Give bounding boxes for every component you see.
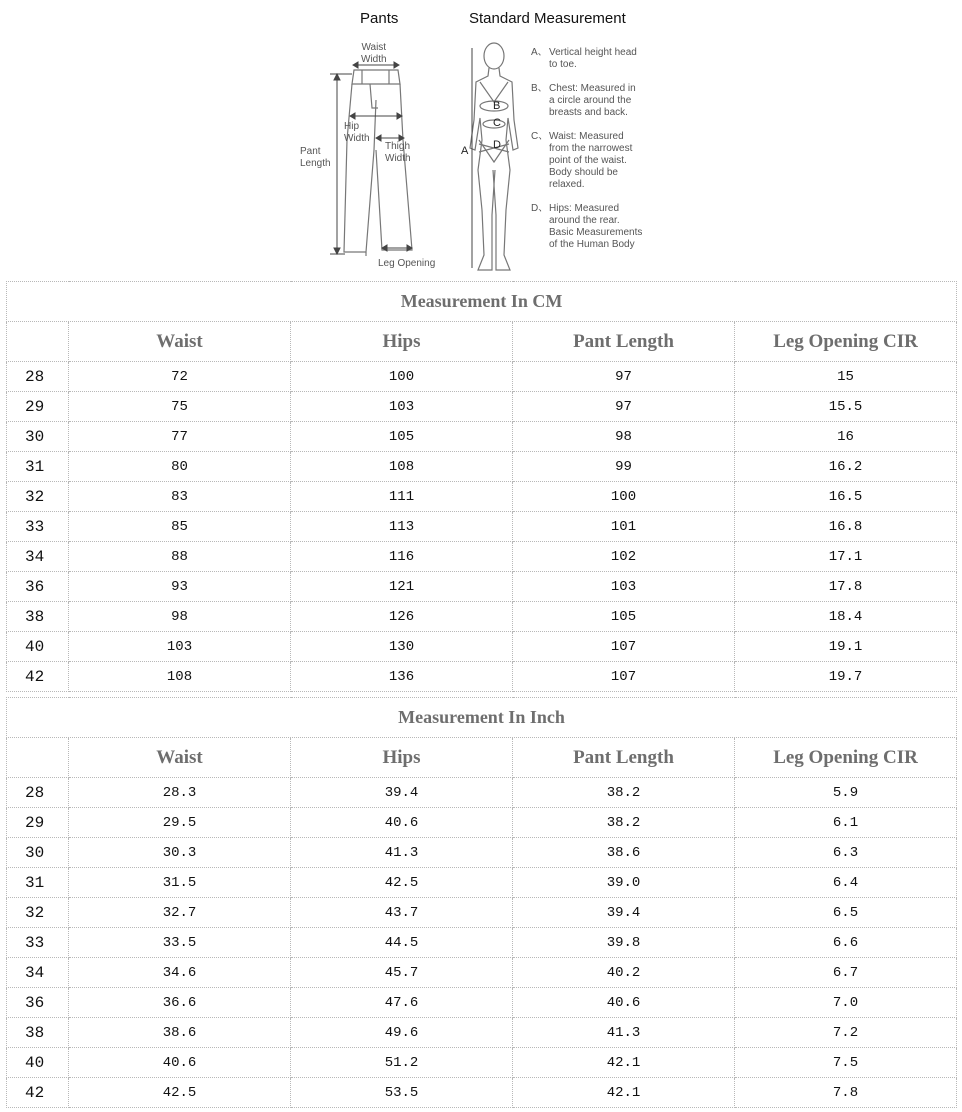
cell-waist: 42.5 (69, 1078, 291, 1108)
cell-size: 29 (7, 392, 69, 422)
column-header-pant-length: Pant Length (513, 322, 735, 362)
cell-leg-opening: 17.8 (735, 572, 957, 602)
cell-waist: 83 (69, 482, 291, 512)
cell-waist: 28.3 (69, 778, 291, 808)
cell-size: 34 (7, 958, 69, 988)
cell-pant-length: 39.8 (513, 928, 735, 958)
cell-hips: 47.6 (291, 988, 513, 1018)
table-row (7, 452, 957, 482)
table-row (7, 988, 957, 1018)
cell-size: 29 (7, 808, 69, 838)
cell-leg-opening: 15 (735, 362, 957, 392)
cell-size: 30 (7, 838, 69, 868)
cell-leg-opening: 16.5 (735, 482, 957, 512)
cell-hips: 121 (291, 572, 513, 602)
leg-opening-label: Leg Opening (378, 258, 436, 269)
cell-leg-opening: 6.3 (735, 838, 957, 868)
table-title: Measurement In Inch (7, 698, 957, 738)
cell-waist: 36.6 (69, 988, 291, 1018)
body-letter-d: D (493, 139, 501, 151)
cell-pant-length: 38.2 (513, 778, 735, 808)
size-table-cm (6, 281, 957, 692)
cell-pant-length: 40.2 (513, 958, 735, 988)
cell-pant-length: 100 (513, 482, 735, 512)
column-header-size (7, 322, 69, 362)
cell-size: 33 (7, 928, 69, 958)
cell-size: 30 (7, 422, 69, 452)
cell-hips: 43.7 (291, 898, 513, 928)
column-header-leg-opening: Leg Opening CIR (735, 738, 957, 778)
cell-leg-opening: 16.2 (735, 452, 957, 482)
cell-leg-opening: 6.5 (735, 898, 957, 928)
cell-pant-length: 38.2 (513, 808, 735, 838)
measurement-diagram (0, 0, 962, 280)
cell-leg-opening: 6.1 (735, 808, 957, 838)
cell-waist: 103 (69, 632, 291, 662)
cell-hips: 103 (291, 392, 513, 422)
cell-leg-opening: 6.6 (735, 928, 957, 958)
cell-leg-opening: 7.2 (735, 1018, 957, 1048)
cell-hips: 113 (291, 512, 513, 542)
cell-size: 42 (7, 662, 69, 692)
table-row (7, 808, 957, 838)
cell-hips: 116 (291, 542, 513, 572)
standard-measurement-title: Standard Measurement (469, 10, 626, 27)
cell-waist: 32.7 (69, 898, 291, 928)
column-header-waist: Waist (69, 322, 291, 362)
table-row (7, 1048, 957, 1078)
body-letter-b: B (493, 100, 501, 112)
note-c: C、 Waist: Measured from the narrowest point of the waist. Body should be relaxed. (531, 131, 633, 190)
cell-pant-length: 42.1 (513, 1078, 735, 1108)
cell-pant-length: 98 (513, 422, 735, 452)
cell-waist: 31.5 (69, 868, 291, 898)
cell-hips: 53.5 (291, 1078, 513, 1108)
table-title: Measurement In CM (7, 282, 957, 322)
cell-waist: 88 (69, 542, 291, 572)
thigh-width-label: Thigh Width (385, 141, 411, 164)
cell-size: 40 (7, 1048, 69, 1078)
column-header-hips: Hips (291, 322, 513, 362)
cell-pant-length: 40.6 (513, 988, 735, 1018)
cell-waist: 93 (69, 572, 291, 602)
cell-waist: 80 (69, 452, 291, 482)
note-a: A、 Vertical height head to toe. (531, 47, 637, 70)
cell-pant-length: 39.4 (513, 898, 735, 928)
cell-hips: 51.2 (291, 1048, 513, 1078)
cell-size: 38 (7, 602, 69, 632)
cell-waist: 30.3 (69, 838, 291, 868)
cell-size: 31 (7, 452, 69, 482)
cell-pant-length: 101 (513, 512, 735, 542)
cell-waist: 72 (69, 362, 291, 392)
cell-leg-opening: 7.0 (735, 988, 957, 1018)
table-row (7, 898, 957, 928)
cell-pant-length: 107 (513, 662, 735, 692)
column-header-size (7, 738, 69, 778)
cell-size: 28 (7, 778, 69, 808)
table-row (7, 958, 957, 988)
waist-width-label: Waist Width (361, 42, 387, 65)
table-row (7, 542, 957, 572)
pants-title: Pants (360, 10, 399, 27)
table-header-row (7, 738, 957, 778)
cell-leg-opening: 19.1 (735, 632, 957, 662)
cell-leg-opening: 6.4 (735, 868, 957, 898)
cell-leg-opening: 17.1 (735, 542, 957, 572)
cell-hips: 42.5 (291, 868, 513, 898)
cell-size: 31 (7, 868, 69, 898)
cell-size: 32 (7, 482, 69, 512)
cell-hips: 100 (291, 362, 513, 392)
cell-hips: 105 (291, 422, 513, 452)
cell-waist: 75 (69, 392, 291, 422)
cell-size: 28 (7, 362, 69, 392)
column-header-pant-length: Pant Length (513, 738, 735, 778)
size-table-inch (6, 697, 957, 1108)
cell-size: 34 (7, 542, 69, 572)
pant-length-label: Pant Length (300, 146, 331, 169)
table-row (7, 512, 957, 542)
table-row (7, 632, 957, 662)
table-row (7, 482, 957, 512)
table-row (7, 868, 957, 898)
cell-size: 42 (7, 1078, 69, 1108)
cell-waist: 77 (69, 422, 291, 452)
cell-hips: 44.5 (291, 928, 513, 958)
table-row (7, 662, 957, 692)
table-row (7, 422, 957, 452)
cell-size: 32 (7, 898, 69, 928)
cell-leg-opening: 7.5 (735, 1048, 957, 1078)
cell-pant-length: 103 (513, 572, 735, 602)
table-row (7, 928, 957, 958)
cell-pant-length: 42.1 (513, 1048, 735, 1078)
cell-waist: 98 (69, 602, 291, 632)
cell-hips: 39.4 (291, 778, 513, 808)
cell-pant-length: 97 (513, 392, 735, 422)
column-header-leg-opening: Leg Opening CIR (735, 322, 957, 362)
cell-size: 36 (7, 572, 69, 602)
cell-hips: 136 (291, 662, 513, 692)
cell-pant-length: 38.6 (513, 838, 735, 868)
hip-width-label: Hip Width (344, 121, 370, 144)
cell-size: 38 (7, 1018, 69, 1048)
cell-leg-opening: 6.7 (735, 958, 957, 988)
cell-hips: 111 (291, 482, 513, 512)
cell-size: 36 (7, 988, 69, 1018)
table-row (7, 602, 957, 632)
body-figure (470, 43, 518, 270)
table-row (7, 1078, 957, 1108)
column-header-hips: Hips (291, 738, 513, 778)
cell-waist: 40.6 (69, 1048, 291, 1078)
cell-pant-length: 97 (513, 362, 735, 392)
diagram-drawing (0, 0, 962, 280)
cell-pant-length: 102 (513, 542, 735, 572)
body-letter-c: C (493, 117, 501, 129)
cell-waist: 33.5 (69, 928, 291, 958)
cell-waist: 108 (69, 662, 291, 692)
cell-leg-opening: 15.5 (735, 392, 957, 422)
note-d: D、 Hips: Measured around the rear. Basic Measurements of the Human Body (531, 203, 643, 250)
cell-pant-length: 39.0 (513, 868, 735, 898)
table-row (7, 838, 957, 868)
table-row (7, 362, 957, 392)
table-row (7, 392, 957, 422)
cell-pant-length: 99 (513, 452, 735, 482)
cell-waist: 38.6 (69, 1018, 291, 1048)
cell-pant-length: 105 (513, 602, 735, 632)
table-header-row (7, 322, 957, 362)
cell-leg-opening: 5.9 (735, 778, 957, 808)
cell-waist: 34.6 (69, 958, 291, 988)
table-row (7, 1018, 957, 1048)
cell-leg-opening: 16 (735, 422, 957, 452)
cell-leg-opening: 7.8 (735, 1078, 957, 1108)
cell-size: 33 (7, 512, 69, 542)
cell-hips: 49.6 (291, 1018, 513, 1048)
cell-hips: 45.7 (291, 958, 513, 988)
cell-size: 40 (7, 632, 69, 662)
cell-leg-opening: 19.7 (735, 662, 957, 692)
cell-hips: 108 (291, 452, 513, 482)
cell-hips: 130 (291, 632, 513, 662)
table-row (7, 572, 957, 602)
cell-leg-opening: 18.4 (735, 602, 957, 632)
cell-leg-opening: 16.8 (735, 512, 957, 542)
cell-pant-length: 107 (513, 632, 735, 662)
body-letter-a: A (461, 145, 469, 157)
cell-waist: 85 (69, 512, 291, 542)
cell-waist: 29.5 (69, 808, 291, 838)
table-row (7, 778, 957, 808)
cell-hips: 126 (291, 602, 513, 632)
cell-hips: 40.6 (291, 808, 513, 838)
cell-hips: 41.3 (291, 838, 513, 868)
column-header-waist: Waist (69, 738, 291, 778)
cell-pant-length: 41.3 (513, 1018, 735, 1048)
note-b: B、 Chest: Measured in a circle around the breasts and back. (531, 83, 636, 118)
